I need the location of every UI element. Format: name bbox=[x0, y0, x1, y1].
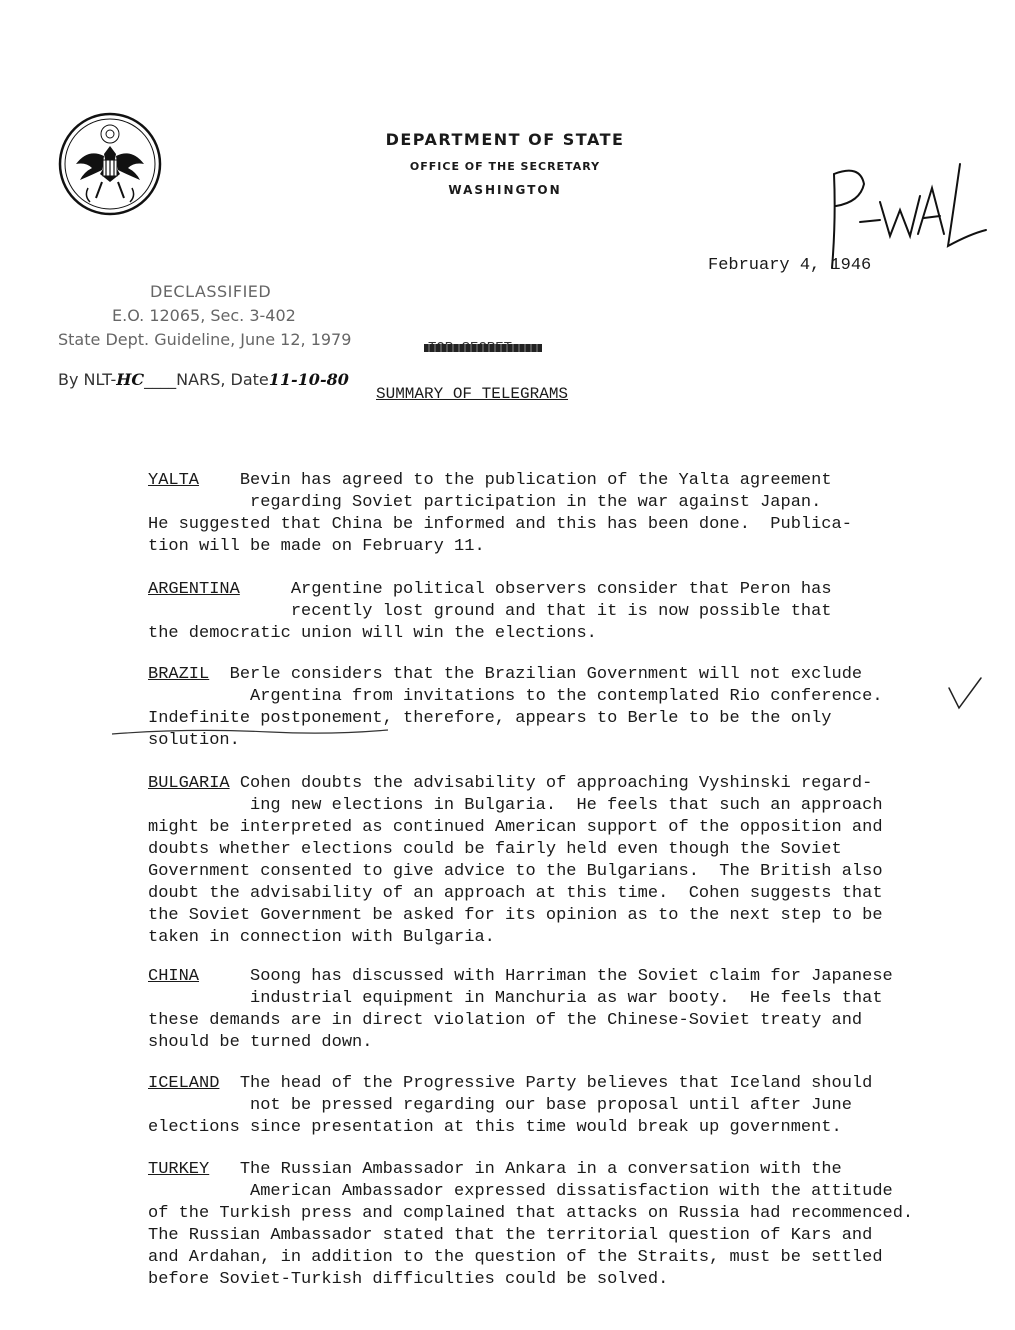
section-line: elections since presentation at this time would break up government. bbox=[148, 1118, 842, 1137]
declassified-by-number: HC bbox=[116, 370, 145, 389]
document-title: SUMMARY OF TELEGRAMS bbox=[376, 385, 569, 403]
handwritten-underline bbox=[110, 724, 390, 742]
section-first-line: Cohen doubts the advisability of approaching Vyshinski regard- bbox=[239, 774, 873, 793]
letterhead-office: OFFICE OF THE SECRETARY bbox=[409, 160, 601, 173]
section-line: solution. bbox=[148, 731, 240, 750]
section-line: these demands are in direct violation of the Chinese-Soviet treaty and bbox=[148, 1011, 863, 1030]
classification-strikeout bbox=[424, 344, 542, 352]
section-first-line: Argentine political observers consider that Peron has bbox=[290, 580, 832, 599]
document-date: February 4, 1946 bbox=[708, 256, 872, 275]
section-china bbox=[148, 966, 948, 1054]
section-line: might be interpreted as continued American support of the opposition and bbox=[148, 818, 883, 837]
department-seal-icon bbox=[58, 112, 162, 216]
letterhead-city: WASHINGTON bbox=[448, 183, 562, 197]
declassified-by-prefix: By NLT- bbox=[58, 370, 117, 389]
section-first-line: Soong has discussed with Harriman the Soviet claim for Japanese bbox=[250, 967, 893, 986]
declassified-by-mid: NARS, Date bbox=[176, 370, 269, 389]
section-line: Indefinite postponement, therefore, appears to Berle to be the only bbox=[148, 709, 832, 728]
section-line: The Russian Ambassador stated that the territorial question of Kars and bbox=[148, 1226, 873, 1245]
section-heading: YALTA bbox=[148, 471, 200, 490]
checkmark-icon bbox=[945, 674, 985, 714]
section-line: tion will be made on February 11. bbox=[148, 537, 485, 556]
declassified-by-date: 11-10-80 bbox=[268, 370, 349, 389]
section-line: doubt the advisability of an approach at this time. Cohen suggests that bbox=[148, 884, 883, 903]
section-heading: ICELAND bbox=[148, 1074, 220, 1093]
section-heading: TURKEY bbox=[148, 1160, 210, 1179]
section-line: not be pressed regarding our base proposal until after June bbox=[148, 1096, 852, 1115]
declassified-by-blank: ____ bbox=[144, 370, 177, 389]
section-line: the Soviet Government be asked for its opinion as to the next step to be bbox=[148, 906, 883, 925]
letterhead-department: DEPARTMENT OF STATE bbox=[385, 130, 625, 149]
section-first-line: Berle considers that the Brazilian Government will not exclude bbox=[229, 665, 863, 684]
section-line: taken in connection with Bulgaria. bbox=[148, 928, 495, 947]
section-heading: BRAZIL bbox=[148, 665, 210, 684]
section-line: recently lost ground and that it is now possible that bbox=[148, 602, 832, 621]
section-line: should be turned down. bbox=[148, 1033, 373, 1052]
section-first-line: The Russian Ambassador in Ankara in a conversation with the bbox=[239, 1160, 842, 1179]
section-argentina bbox=[148, 579, 948, 645]
section-line: industrial equipment in Manchuria as war booty. He feels that bbox=[148, 989, 883, 1008]
declassified-authority: E.O. 12065, Sec. 3-402 bbox=[112, 306, 296, 325]
section-line: the democratic union will win the elections. bbox=[148, 624, 597, 643]
section-line: He suggested that China be informed and this has been done. Publica- bbox=[148, 515, 852, 534]
section-bulgaria bbox=[148, 773, 948, 949]
section-iceland bbox=[148, 1073, 948, 1139]
section-first-line: The head of the Progressive Party believes that Iceland should bbox=[239, 1074, 873, 1093]
declassified-stamp: DECLASSIFIED bbox=[150, 282, 272, 301]
section-line: regarding Soviet participation in the war against Japan. bbox=[148, 493, 822, 512]
declassified-guideline: State Dept. Guideline, June 12, 1979 bbox=[58, 330, 352, 349]
section-heading: BULGARIA bbox=[148, 774, 230, 793]
section-line: of the Turkish press and complained that attacks on Russia had recommenced. bbox=[148, 1204, 914, 1223]
section-first-line: Bevin has agreed to the publication of the Yalta agreement bbox=[239, 471, 832, 490]
section-line: and Ardahan, in addition to the question of the Straits, must be settled bbox=[148, 1248, 883, 1267]
section-line: doubts whether elections could be fairly held even though the Soviet bbox=[148, 840, 842, 859]
declassified-by-line bbox=[58, 370, 349, 389]
section-line: Government consented to give advice to the Bulgarians. The British also bbox=[148, 862, 883, 881]
section-line: Argentina from invitations to the contemplated Rio conference. bbox=[148, 687, 883, 706]
section-line: before Soviet-Turkish difficulties could be solved. bbox=[148, 1270, 669, 1289]
section-yalta bbox=[148, 470, 948, 558]
section-heading: ARGENTINA bbox=[148, 580, 240, 599]
section-turkey bbox=[148, 1159, 948, 1291]
section-heading: CHINA bbox=[148, 967, 200, 986]
section-line: ing new elections in Bulgaria. He feels that such an approach bbox=[148, 796, 883, 815]
section-line: American Ambassador expressed dissatisfaction with the attitude bbox=[148, 1182, 893, 1201]
